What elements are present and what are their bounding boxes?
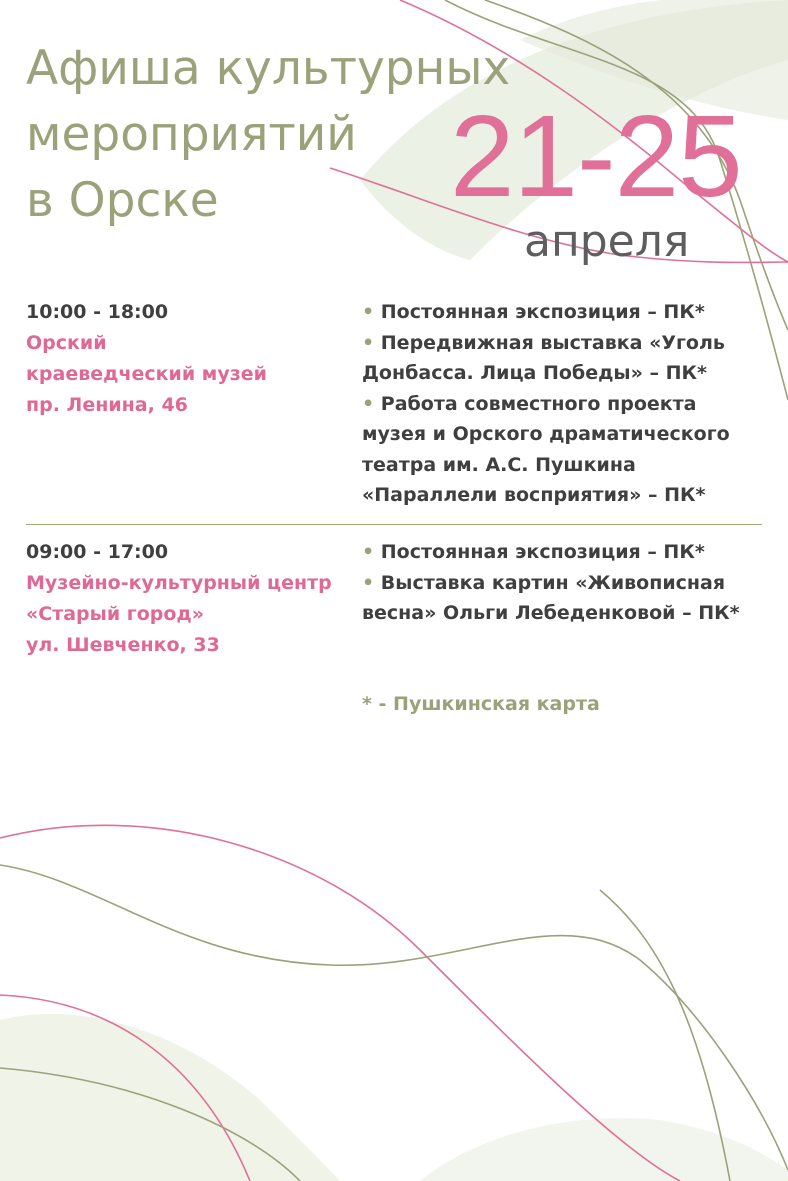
title-line: в Орске [26,173,219,228]
event-line: Постоянная экспозиция – ПК* [380,541,705,563]
venue-name-line: краеведческий музей [26,363,267,385]
event-line: «Параллели восприятия» – ПК* [362,484,706,506]
event-list-1 [362,297,772,511]
venue-name-line: Музейно-культурный центр [26,572,332,594]
bullet-icon: • [362,392,375,415]
venue-address: ул. Шевченко, 33 [26,634,220,656]
title-line: мероприятий [26,107,357,162]
event-item [362,328,772,389]
event-item [362,297,772,328]
event-list-2 [362,537,772,629]
venue-block-2 [26,537,332,661]
event-line: театра им. А.С. Пушкина [362,453,636,476]
leaf-shape-bottom-2 [420,1118,788,1181]
bullet-icon: • [362,571,375,594]
event-item [362,537,772,568]
event-item [362,389,772,511]
event-line: Работа совместного проекта [380,392,697,415]
poster-title [26,36,510,234]
title-line: Афиша культурных [26,41,511,96]
leaf-shape-bottom [0,1014,340,1181]
venue-block-1 [26,297,267,421]
event-line: Выставка картин «Живописная [380,571,726,594]
month-label: апреля [524,216,690,267]
event-line: Донбасса. Лица Победы» – ПК* [362,362,707,384]
opening-hours: 10:00 - 18:00 [26,301,169,323]
section-divider [26,524,762,525]
opening-hours: 09:00 - 17:00 [26,541,169,563]
venue-name-line: «Старый город» [26,603,205,625]
venue-name-line: Орский [26,332,107,354]
bullet-icon: • [362,541,375,563]
event-item [362,568,772,629]
date-range: 21-25 [450,91,742,221]
bullet-icon: • [362,301,375,323]
event-line: Постоянная экспозиция – ПК* [380,301,705,323]
event-line: музея и Орского драматического [362,423,730,445]
event-line: весна» Ольги Лебеденковой – ПК* [362,602,740,624]
venue-address: пр. Ленина, 46 [26,394,188,416]
event-line: Передвижная выставка «Уголь [380,331,725,354]
bullet-icon: • [362,331,375,354]
footnote: * - Пушкинская карта [362,693,600,715]
